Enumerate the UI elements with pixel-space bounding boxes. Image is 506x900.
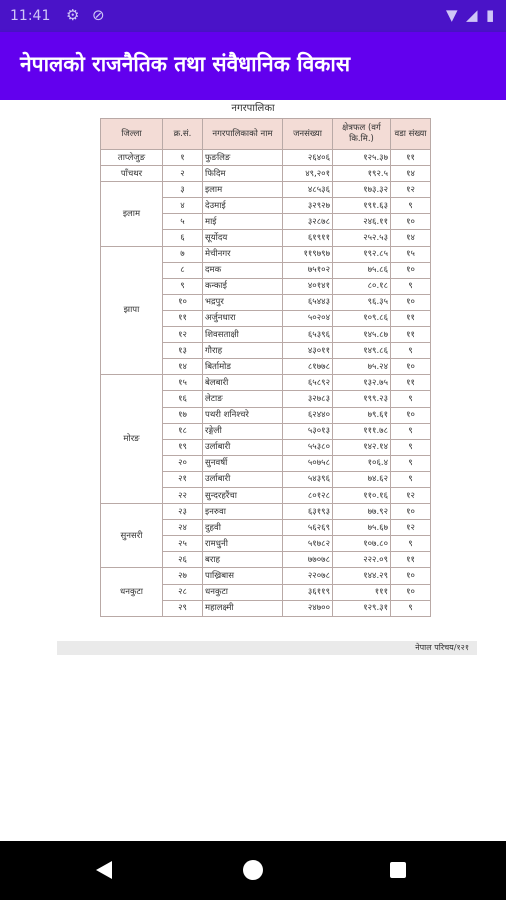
area-cell: १४२.१४	[333, 439, 391, 455]
municipality-cell: सुन्दरहरैंचा	[203, 487, 283, 503]
municipality-cell: उर्लाबारी	[203, 439, 283, 455]
population-cell: ५०२०४	[283, 310, 333, 326]
recents-icon[interactable]	[390, 862, 406, 878]
population-cell: ४९,२०१	[283, 166, 333, 182]
serial-cell: १९	[163, 439, 203, 455]
status-time: 11:41	[10, 8, 51, 24]
municipality-cell: अर्जुनधारा	[203, 310, 283, 326]
wards-cell: ९	[391, 423, 431, 439]
wards-cell: ११	[391, 150, 431, 166]
serial-cell: १७	[163, 407, 203, 423]
page-heading: नगरपालिका	[231, 103, 275, 114]
serial-cell: २८	[163, 584, 203, 600]
population-cell: ६५८९२	[283, 375, 333, 391]
serial-cell: ७	[163, 246, 203, 262]
area-cell: १७३.३२	[333, 182, 391, 198]
wards-cell: १४	[391, 166, 431, 182]
population-cell: ३२७८३	[283, 391, 333, 407]
wards-cell: १४	[391, 230, 431, 246]
serial-cell: ८	[163, 262, 203, 278]
wards-cell: १०	[391, 214, 431, 230]
district-cell: इलाम	[101, 182, 163, 246]
municipality-cell: फुङलिङ	[203, 150, 283, 166]
area-cell: १३२.७५	[333, 375, 391, 391]
municipality-cell: पथरी शनिश्चरे	[203, 407, 283, 423]
population-cell: ६१९११	[283, 230, 333, 246]
area-cell: ७५.८६	[333, 262, 391, 278]
serial-cell: १	[163, 150, 203, 166]
wards-cell: १०	[391, 262, 431, 278]
population-cell: ८१७७८	[283, 359, 333, 375]
wards-cell: १०	[391, 294, 431, 310]
municipality-cell: भद्रपुर	[203, 294, 283, 310]
area-cell: १४५.८७	[333, 327, 391, 343]
header-district: जिल्ला	[101, 119, 163, 150]
municipality-cell: बिर्तामोड	[203, 359, 283, 375]
area-cell: १९२.५	[333, 166, 391, 182]
wards-cell: १०	[391, 584, 431, 600]
municipality-cell: देउमाई	[203, 198, 283, 214]
population-cell: ३२९२७	[283, 198, 333, 214]
home-icon[interactable]	[243, 860, 263, 880]
area-cell: ११०.१६	[333, 487, 391, 503]
wards-cell: ९	[391, 198, 431, 214]
population-cell: ५४३९६	[283, 471, 333, 487]
battery-icon: ▮	[486, 6, 495, 24]
wards-cell: १२	[391, 182, 431, 198]
population-cell: ११९७९७	[283, 246, 333, 262]
population-cell: ८०१२८	[283, 487, 333, 503]
population-cell: ४३०११	[283, 343, 333, 359]
wards-cell: ९	[391, 536, 431, 552]
district-cell: ताप्लेजुङ	[101, 150, 163, 166]
no-disturb-icon: ⊘	[92, 6, 105, 24]
serial-cell: ५	[163, 214, 203, 230]
status-bar	[0, 0, 506, 32]
area-cell: २४६.११	[333, 214, 391, 230]
table-row	[101, 375, 431, 391]
wards-cell: ९	[391, 343, 431, 359]
back-icon[interactable]	[96, 861, 112, 879]
serial-cell: २	[163, 166, 203, 182]
header-municipality: नगरपालिकाको नाम	[203, 119, 283, 150]
area-cell: १०९.८६	[333, 310, 391, 326]
area-cell: २२२.०९	[333, 552, 391, 568]
population-cell: ६५४४३	[283, 294, 333, 310]
serial-cell: १३	[163, 343, 203, 359]
area-cell: १०७.८०	[333, 536, 391, 552]
wifi-icon: ▼	[446, 6, 458, 24]
population-cell: ३६११९	[283, 584, 333, 600]
municipality-cell: सुनवर्षी	[203, 455, 283, 471]
wards-cell: ९	[391, 439, 431, 455]
district-cell: मोरङ	[101, 375, 163, 504]
serial-cell: १६	[163, 391, 203, 407]
municipality-cell: रङ्गेली	[203, 423, 283, 439]
table-row	[101, 568, 431, 584]
header-population: जनसंख्या	[283, 119, 333, 150]
municipality-cell: कन्काई	[203, 278, 283, 294]
wards-cell: १२	[391, 520, 431, 536]
serial-cell: १८	[163, 423, 203, 439]
municipality-cell: दमक	[203, 262, 283, 278]
municipality-cell: शिवसताक्षी	[203, 327, 283, 343]
wards-cell: १०	[391, 568, 431, 584]
navigation-bar	[0, 841, 506, 900]
municipality-cell: माई	[203, 214, 283, 230]
app-title: नेपालको राजनैतिक तथा संवैधानिक विकास	[20, 52, 351, 76]
district-cell: पाँचथर	[101, 166, 163, 182]
municipality-cell: बराह	[203, 552, 283, 568]
area-cell: ७४.६२	[333, 471, 391, 487]
wards-cell: १०	[391, 504, 431, 520]
area-cell: १२५.३७	[333, 150, 391, 166]
table-row	[101, 246, 431, 262]
municipality-cell: बेलबारी	[203, 375, 283, 391]
area-cell: ७७.९२	[333, 504, 391, 520]
population-cell: २६४०६	[283, 150, 333, 166]
table-body	[101, 150, 431, 617]
municipality-cell: महालक्ष्मी	[203, 600, 283, 616]
serial-cell: २५	[163, 536, 203, 552]
wards-cell: ९	[391, 600, 431, 616]
serial-cell: २३	[163, 504, 203, 520]
municipality-cell: उर्लाबारी	[203, 471, 283, 487]
area-cell: ७५.६७	[333, 520, 391, 536]
area-cell: ९६.३५	[333, 294, 391, 310]
table-row	[101, 504, 431, 520]
municipality-cell: पाख्रिबास	[203, 568, 283, 584]
district-cell: सुनसरी	[101, 504, 163, 568]
area-cell: १४४.२९	[333, 568, 391, 584]
district-cell: झापा	[101, 246, 163, 375]
area-cell: २५२.५३	[333, 230, 391, 246]
serial-cell: ११	[163, 310, 203, 326]
serial-cell: १५	[163, 375, 203, 391]
serial-cell: १२	[163, 327, 203, 343]
municipality-cell: रामधुनी	[203, 536, 283, 552]
municipality-cell: सूर्योदय	[203, 230, 283, 246]
wards-cell: ९	[391, 278, 431, 294]
area-cell: १२९.३१	[333, 600, 391, 616]
municipality-cell: धनकुटा	[203, 584, 283, 600]
serial-cell: २७	[163, 568, 203, 584]
wards-cell: ९	[391, 471, 431, 487]
wards-cell: १५	[391, 246, 431, 262]
area-cell: १९२.८५	[333, 246, 391, 262]
area-cell: १०६.४	[333, 455, 391, 471]
population-cell: ७७०७८	[283, 552, 333, 568]
population-cell: ५३०१३	[283, 423, 333, 439]
table-row	[101, 150, 431, 166]
wards-cell: ११	[391, 327, 431, 343]
population-cell: ५६२६९	[283, 520, 333, 536]
district-cell: धनकुटा	[101, 568, 163, 616]
serial-cell: ९	[163, 278, 203, 294]
wards-cell: ११	[391, 552, 431, 568]
municipality-cell: इलाम	[203, 182, 283, 198]
municipality-table	[100, 118, 431, 617]
area-cell: १४९.८६	[333, 343, 391, 359]
population-cell: २२०७८	[283, 568, 333, 584]
area-cell: १११	[333, 584, 391, 600]
municipality-cell: गौराह	[203, 343, 283, 359]
header-area: क्षेत्रफल (वर्ग कि.मि.)	[333, 119, 391, 150]
population-cell: ६५३९६	[283, 327, 333, 343]
page-footer-text: नेपाल परिचय/१२१	[415, 643, 469, 652]
population-cell: ७५१०२	[283, 262, 333, 278]
area-cell: ७५.२४	[333, 359, 391, 375]
area-cell: ८०.१८	[333, 278, 391, 294]
municipality-cell: लेटाङ	[203, 391, 283, 407]
app-bar	[0, 32, 506, 100]
signal-icon: ◢	[466, 6, 478, 24]
population-cell: ५५३८०	[283, 439, 333, 455]
wards-cell: १२	[391, 487, 431, 503]
population-cell: ५०७५८	[283, 455, 333, 471]
wards-cell: ९	[391, 391, 431, 407]
population-cell: २४७००	[283, 600, 333, 616]
population-cell: ४८५३६	[283, 182, 333, 198]
serial-cell: २०	[163, 455, 203, 471]
serial-cell: २४	[163, 520, 203, 536]
settings-icon: ⚙	[66, 6, 80, 24]
area-cell: १९९.२३	[333, 391, 391, 407]
table-header-row	[101, 119, 431, 150]
wards-cell: ११	[391, 375, 431, 391]
population-cell: ४०१४१	[283, 278, 333, 294]
serial-cell: २९	[163, 600, 203, 616]
wards-cell: ९	[391, 455, 431, 471]
population-cell: ३२८७८	[283, 214, 333, 230]
municipality-cell: फिदिम	[203, 166, 283, 182]
population-cell: ६२४४०	[283, 407, 333, 423]
wards-cell: १०	[391, 359, 431, 375]
wards-cell: १०	[391, 407, 431, 423]
serial-cell: २२	[163, 487, 203, 503]
serial-cell: २६	[163, 552, 203, 568]
header-wards: वडा संख्या	[391, 119, 431, 150]
page-footer	[57, 641, 477, 655]
table-row	[101, 166, 431, 182]
municipality-cell: इनरुवा	[203, 504, 283, 520]
serial-cell: १४	[163, 359, 203, 375]
area-cell: १११.७८	[333, 423, 391, 439]
population-cell: ५१७८२	[283, 536, 333, 552]
area-cell: १९१.६३	[333, 198, 391, 214]
serial-cell: २१	[163, 471, 203, 487]
serial-cell: ४	[163, 198, 203, 214]
area-cell: ७९.६१	[333, 407, 391, 423]
municipality-cell: दुहवी	[203, 520, 283, 536]
table-row	[101, 182, 431, 198]
municipality-cell: मेचीनगर	[203, 246, 283, 262]
serial-cell: १०	[163, 294, 203, 310]
population-cell: ६३१९३	[283, 504, 333, 520]
header-serial: क्र.सं.	[163, 119, 203, 150]
serial-cell: ३	[163, 182, 203, 198]
serial-cell: ६	[163, 230, 203, 246]
wards-cell: ११	[391, 310, 431, 326]
